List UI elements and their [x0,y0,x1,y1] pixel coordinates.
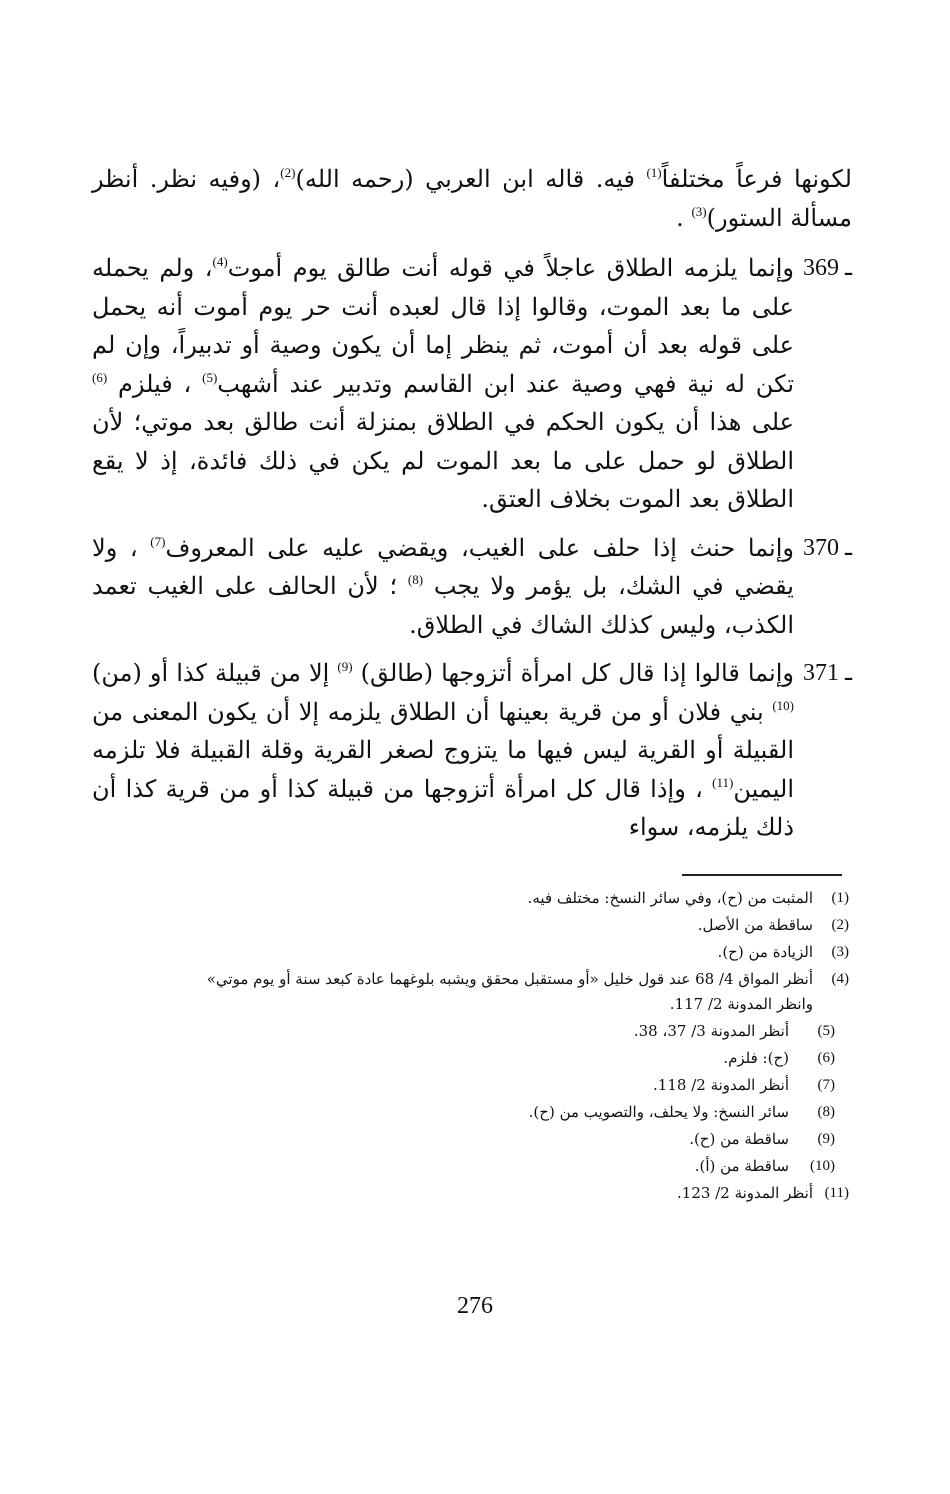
footnote-text: أنظر المدونة 2/ 118. [653,1076,789,1094]
p371-text-3: بني فلان أو من قرية بعينها أن الطلاق يلزمه إلا أن يكون المعنى من القبيلة أو القرية ليس فيها ما يتزوج لصغر القرية وقلة القبيلة فلا تلزمه اليمين [92,697,794,803]
footnote-continuation: وانظر المدونة 2/ 117. [669,995,813,1013]
main-text [92,160,852,857]
footnote-ref-1[interactable]: (1) [646,165,662,180]
footnote-1 [92,886,849,911]
footnote-number: (5) [817,1023,835,1039]
footnote-text: المثبت من (ح)، وفي سائر النسخ: مختلف فيه. [527,889,813,907]
footnote-text: أنظر المواق 4/ 68 عند قول خليل «أو مستقبل محقق ويشبه بلوغهما عادة كبعد سنة أو يوم موتي» [206,970,813,988]
footnote-7 [92,1073,849,1098]
footnote-11 [92,1181,849,1206]
footnote-ref-6[interactable]: (6) [92,369,108,385]
footnote-ref-2[interactable]: (2) [280,165,296,180]
footnote-ref-5[interactable]: (5) [202,369,218,385]
footnote-number: (4) [831,971,849,987]
footnote-number: (2) [831,917,849,933]
footnote-number: (3) [831,944,849,960]
footnote-divider [682,874,842,876]
footnote-ref-11[interactable]: (11) [712,774,734,790]
p369-text-3: ، فيلزم [107,369,203,398]
footnote-text: ساقطة من الأصل. [697,916,813,934]
footnote-number: (6) [817,1050,835,1066]
paragraph-369 [92,249,852,519]
footnote-8 [92,1100,849,1125]
footnote-2 [92,913,849,938]
footnote-text: ساقطة من (ح). [689,1130,789,1148]
paragraph-number-371: 371 ـ [802,660,852,686]
footnote-text: أنظر المدونة 2/ 123. [677,1184,813,1202]
footnote-ref-7[interactable]: (7) [150,533,166,549]
p369-text-2: ، ولم يحمله على ما بعد الموت، وقالوا إذا قال لعبده أنت حر يوم أموت أنه يحمل على قوله بعد أن أموت، ثم ينظر إما أن يكون وصية أو تدبيراً، وإن لم تكن له نية فهي وصية عند ابن القاسم وتدبير عند أشهب [92,254,794,398]
footnote-3 [92,940,849,965]
p369-text-4: على هذا أن يكون الحكم في الطلاق بمنزلة أنت طالق بعد موتي؛ لأن الطلاق لو حمل على ما بعد الموت لم يكن في ذلك فائدة، إذ لا يقع الطلاق بعد الموت بخلاف العتق. [92,408,794,513]
footnote-ref-3[interactable]: (3) [691,203,707,219]
p370-text-3: ؛ لأن الحالف على الغيب تعمد الكذب، وليس كذلك الشاك في الطلاق. [92,572,794,639]
footnote-text: سائر النسخ: ولا يحلف، والتصويب من (ح). [528,1103,789,1121]
intro-text-1: لكونها فرعاً مختلفاً [661,165,852,193]
p369-text-1: وإنما يلزمه الطلاق عاجلاً في قوله أنت طالق يوم أموت [227,254,794,282]
footnote-text: ساقطة من (أ). [694,1157,789,1175]
intro-text-4: . [676,203,692,232]
footnote-number: (7) [817,1077,835,1093]
page-number: 276 [457,1293,493,1319]
paragraph-370 [92,529,852,645]
footnote-number: (9) [817,1131,835,1147]
footnote-number: (1) [831,890,849,906]
footnotes [92,886,849,1208]
footnote-9 [92,1127,849,1152]
footnote-10 [92,1154,849,1179]
footnote-ref-4[interactable]: (4) [212,254,228,269]
intro-text-2: فيه. قاله ابن العربي (رحمه الله) [295,165,647,193]
footnote-text: (ح): فلزم. [723,1049,789,1067]
footnote-ref-9[interactable]: (9) [337,659,353,674]
p370-text-1: وإنما حنث إذا حلف على الغيب، ويقضي عليه على المعروف [165,533,794,562]
footnote-ref-10[interactable]: (10) [772,697,794,713]
footnote-ref-8[interactable]: (8) [407,572,424,587]
paragraph-number-370: 370 ـ [802,534,852,561]
p371-text-1: وإنما قالوا إذا قال كل امرأة أتزوجها (طالق) [352,659,794,687]
footnote-number: (8) [817,1104,835,1120]
footnote-number: (11) [824,1185,849,1201]
intro-paragraph [92,160,852,237]
footnote-number: (10) [810,1158,835,1174]
footnote-text: أنظر المدونة 3/ 37، 38. [633,1022,789,1040]
p371-text-4: ، وإذا قال كل امرأة أتزوجها من قبيلة كذا أو من قرية كذا أن ذلك يلزمه، سواء [92,774,794,841]
intro-text-3: ، (وفيه نظر. أنظر مسألة الستور) [92,165,852,232]
p371-text-2: إلا من قبيلة كذا أو (من) [92,659,338,687]
footnote-6 [92,1046,849,1071]
footnote-4 [92,967,849,1017]
paragraph-number-369: 369 ـ [802,255,852,281]
footnote-5 [92,1019,849,1044]
p370-text-2: ، ولا يقضي في الشك، بل يؤمر ولا يجب [92,533,794,600]
footnote-text: الزيادة من (ح). [717,943,813,961]
paragraph-371 [92,654,852,847]
